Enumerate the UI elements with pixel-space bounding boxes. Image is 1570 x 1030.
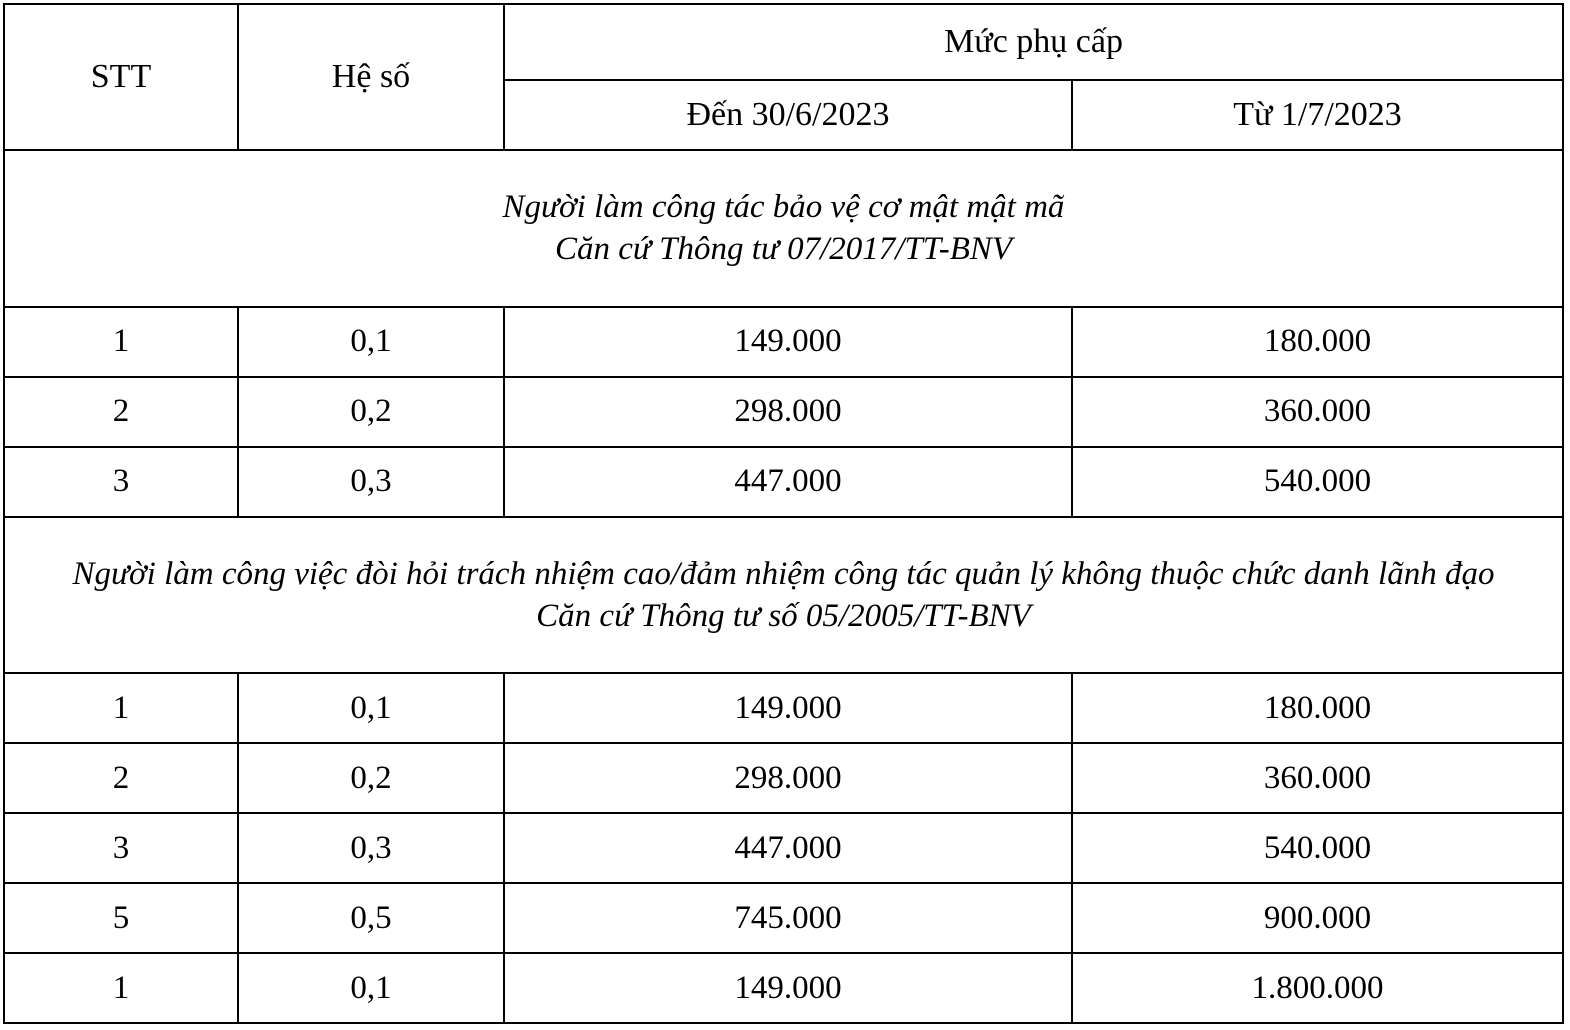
section-title-line-2: Căn cứ Thông tư 07/2017/TT-BNV	[554, 231, 1013, 268]
cell-tu: 540.000	[1072, 447, 1563, 517]
cell-he-so: 0,1	[238, 307, 504, 377]
section-title-row	[4, 517, 1563, 674]
table-row	[4, 447, 1563, 517]
allowance-table-container	[3, 3, 1562, 1024]
cell-he-so: 0,1	[238, 953, 504, 1023]
cell-he-so: 0,2	[238, 743, 504, 813]
table-row	[4, 743, 1563, 813]
table-row	[4, 307, 1563, 377]
section-title-banner-2	[4, 517, 1563, 674]
table-row	[4, 673, 1563, 743]
column-header-he-so: Hệ số	[238, 4, 504, 150]
cell-stt: 5	[4, 883, 238, 953]
table-row	[4, 883, 1563, 953]
allowance-table	[3, 3, 1564, 1024]
cell-stt: 3	[4, 813, 238, 883]
cell-stt: 2	[4, 743, 238, 813]
column-header-group-muc-phu-cap: Mức phụ cấp	[504, 4, 1563, 80]
cell-he-so: 0,1	[238, 673, 504, 743]
cell-stt: 3	[4, 447, 238, 517]
cell-tu: 360.000	[1072, 743, 1563, 813]
table-row	[4, 953, 1563, 1023]
cell-stt: 2	[4, 377, 238, 447]
cell-tu: 540.000	[1072, 813, 1563, 883]
cell-den: 298.000	[504, 743, 1072, 813]
cell-den: 447.000	[504, 813, 1072, 883]
cell-stt: 1	[4, 673, 238, 743]
section-title-line-1: Người làm công việc đòi hỏi trách nhiệm cao/đảm nhiệm công tác quản lý không thuộc chức danh lãnh đạo	[72, 555, 1495, 592]
cell-tu: 360.000	[1072, 377, 1563, 447]
cell-den: 149.000	[504, 953, 1072, 1023]
cell-tu: 900.000	[1072, 883, 1563, 953]
section-title-row	[4, 150, 1563, 307]
section-title-line-1: Người làm công tác bảo vệ cơ mật mật mã	[502, 189, 1065, 226]
cell-den: 149.000	[504, 307, 1072, 377]
column-header-den-30-6-2023: Đến 30/6/2023	[504, 80, 1072, 150]
cell-den: 149.000	[504, 673, 1072, 743]
table-header	[4, 4, 1563, 150]
table-row	[4, 813, 1563, 883]
header-row-top	[4, 4, 1563, 80]
cell-tu: 180.000	[1072, 307, 1563, 377]
table-body	[4, 150, 1563, 1023]
cell-stt: 1	[4, 953, 238, 1023]
column-header-tu-1-7-2023: Từ 1/7/2023	[1072, 80, 1563, 150]
cell-he-so: 0,3	[238, 813, 504, 883]
cell-he-so: 0,5	[238, 883, 504, 953]
cell-den: 745.000	[504, 883, 1072, 953]
cell-stt: 1	[4, 307, 238, 377]
section-title-line-2: Căn cứ Thông tư số 05/2005/TT-BNV	[536, 597, 1031, 634]
table-row	[4, 377, 1563, 447]
cell-he-so: 0,2	[238, 377, 504, 447]
cell-den: 447.000	[504, 447, 1072, 517]
cell-tu: 1.800.000	[1072, 953, 1563, 1023]
column-header-stt: STT	[4, 4, 238, 150]
cell-den: 298.000	[504, 377, 1072, 447]
cell-he-so: 0,3	[238, 447, 504, 517]
cell-tu: 180.000	[1072, 673, 1563, 743]
section-title-banner-1	[4, 150, 1563, 307]
